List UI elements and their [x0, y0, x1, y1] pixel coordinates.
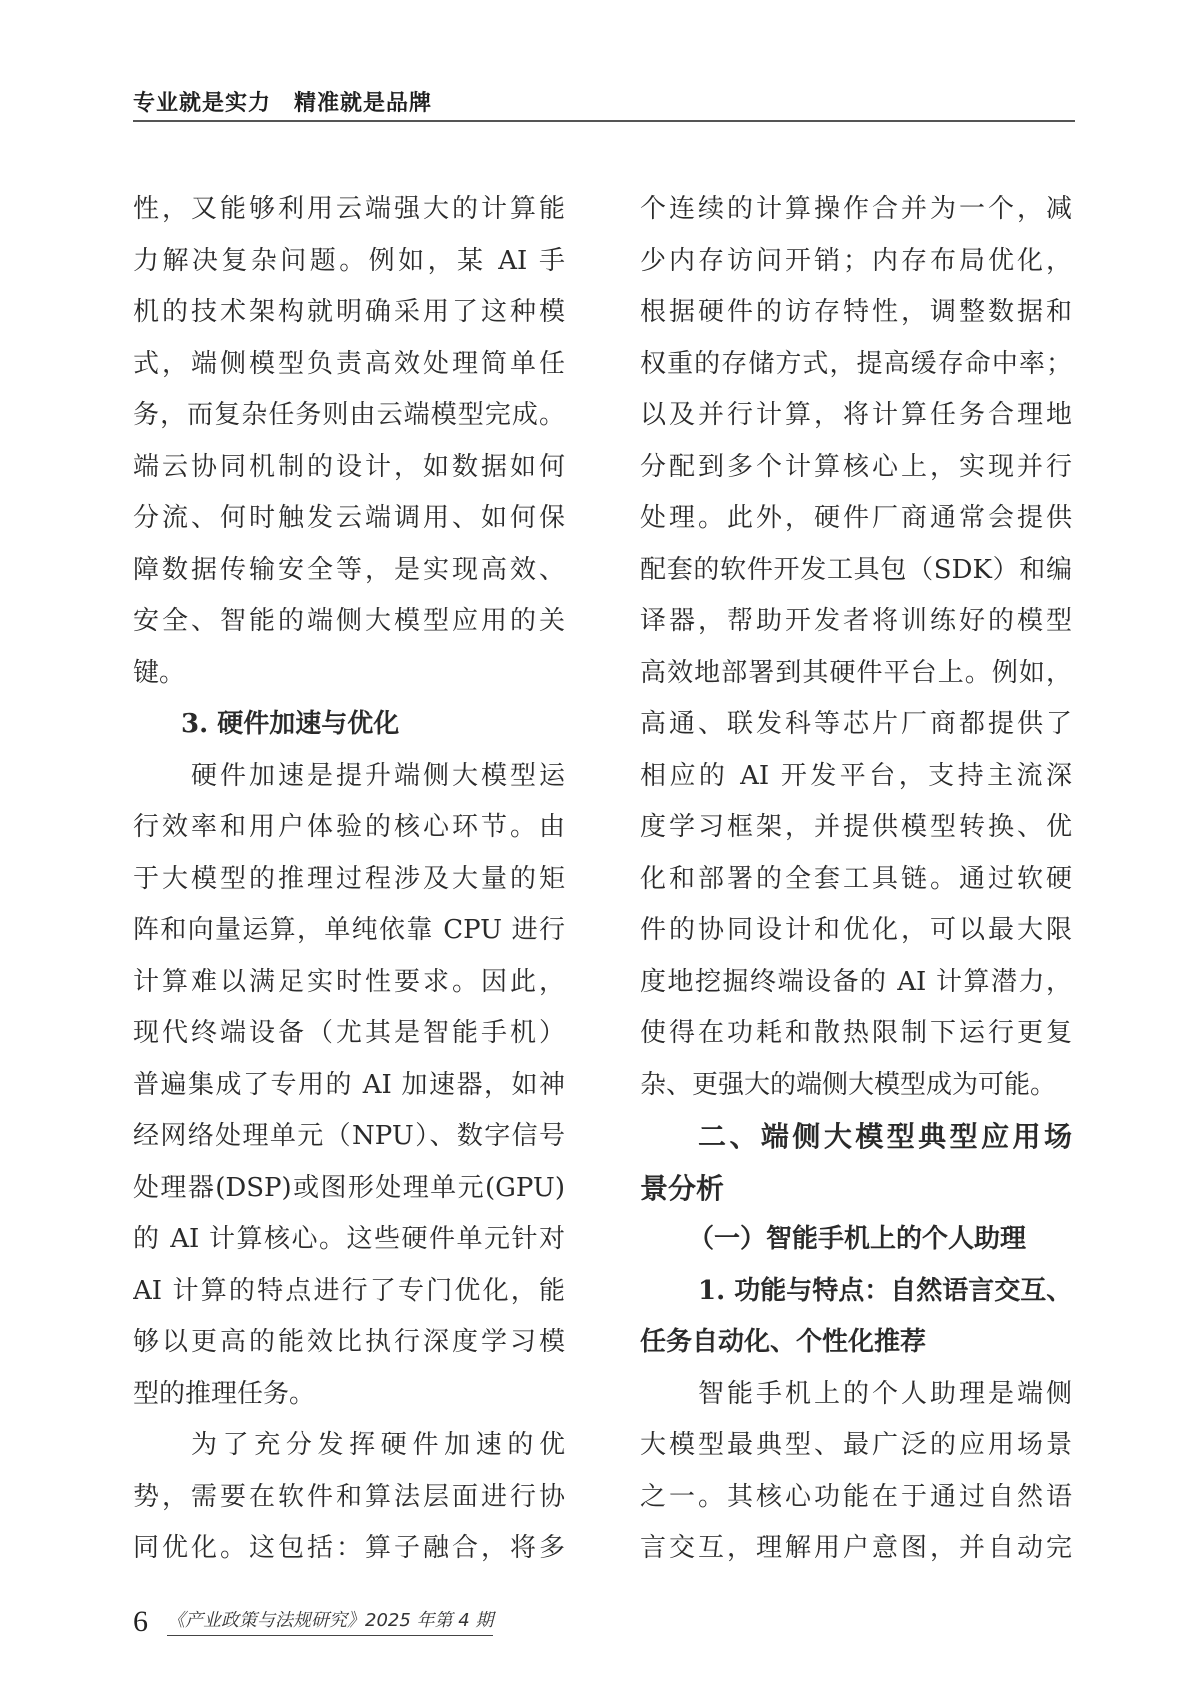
body-line: 高通、联发科等芯片厂商都提供了 [640, 709, 1072, 739]
body-line: 度学习框架，并提供模型转换、优 [640, 812, 1072, 842]
body-line: 阵和向量运算，单纯依靠 CPU 进行 [133, 915, 565, 945]
body-line: 障数据传输安全等，是实现高效、 [133, 554, 565, 585]
body-line: 译器，帮助开发者将训练好的模型 [640, 606, 1072, 636]
left-column [133, 184, 565, 1575]
body-line: 端云协同机制的设计，如数据如何 [133, 451, 565, 482]
body-line: 的 AI 计算核心。这些硬件单元针对 [133, 1224, 565, 1254]
body-line: 普遍集成了专用的 AI 加速器，如神 [133, 1069, 565, 1100]
body-line: 务，而复杂任务则由云端模型完成。 [133, 400, 565, 430]
body-line: 根据硬件的访存特性，调整数据和 [640, 297, 1072, 327]
page-number: 6 [133, 1605, 148, 1638]
body-line: 度地挖掘终端设备的 AI 计算潜力， [640, 966, 1072, 997]
body-line: 经网络处理单元（NPU）、数字信号 [133, 1121, 565, 1151]
body-line: 式，端侧模型负责高效处理简单任 [133, 348, 565, 379]
body-line: 现代终端设备（尤其是智能手机） [133, 1018, 565, 1048]
body-line: 言交互，理解用户意图，并自动完 [640, 1533, 1072, 1563]
body-line: 相应的 AI 开发平台，支持主流深 [640, 760, 1072, 791]
body-line: AI 计算的特点进行了专门优化，能 [133, 1275, 565, 1306]
body-line: 机的技术架构就明确采用了这种模 [133, 297, 565, 327]
paragraph-first-line: 硬件加速是提升端侧大模型运 [191, 760, 565, 791]
body-line: 高效地部署到其硬件平台上。例如， [640, 657, 1072, 688]
body-line: 之一。其核心功能在于通过自然语 [640, 1481, 1072, 1512]
body-line: 势，需要在软件和算法层面进行协 [133, 1481, 565, 1512]
topic-heading-cont: 任务自动化、个性化推荐 [640, 1327, 927, 1357]
body-line: 型的推理任务。 [133, 1378, 316, 1409]
body-line: 够以更高的能效比执行深度学习模 [133, 1327, 565, 1357]
body-line: 于大模型的推理过程涉及大量的矩 [133, 863, 565, 894]
body-line: 同优化。这包括：算子融合，将多 [133, 1533, 565, 1563]
body-line: 权重的存储方式，提高缓存命中率； [640, 348, 1072, 379]
chapter-heading: 二、端侧大模型典型应用场 [698, 1120, 1072, 1153]
body-line: 个连续的计算操作合并为一个，减 [640, 194, 1072, 224]
paragraph-first-line: 智能手机上的个人助理是端侧 [698, 1378, 1072, 1409]
body-line: 杂、更强大的端侧大模型成为可能。 [640, 1069, 1057, 1100]
header-rule [133, 120, 1075, 122]
body-line: 化和部署的全套工具链。通过软硬 [640, 863, 1072, 894]
body-line: 使得在功耗和散热限制下运行更复 [640, 1018, 1072, 1048]
body-line: 计算难以满足实时性要求。因此， [133, 966, 565, 997]
body-line: 少内存访问开销；内存布局优化， [640, 245, 1072, 276]
body-line: 行效率和用户体验的核心环节。由 [133, 812, 565, 842]
body-line: 分配到多个计算核心上，实现并行 [640, 451, 1072, 482]
paragraph-first-line: 为了充分发挥硬件加速的优 [191, 1430, 565, 1460]
right-column [640, 184, 1072, 1575]
body-line: 以及并行计算，将计算任务合理地 [640, 400, 1072, 430]
subsection-heading: （一）智能手机上的个人助理 [688, 1224, 1027, 1254]
body-line: 配套的软件开发工具包（SDK）和编 [640, 554, 1072, 585]
section-heading: 3. 硬件加速与优化 [181, 709, 400, 739]
body-line: 键。 [133, 657, 186, 688]
body-line: 安全、智能的端侧大模型应用的关 [133, 606, 565, 636]
body-line: 分流、何时触发云端调用、如何保 [133, 503, 565, 533]
body-line: 件的协同设计和优化，可以最大限 [640, 915, 1072, 945]
body-line: 处理。此外，硬件厂商通常会提供 [640, 503, 1072, 533]
body-line: 大模型最典型、最广泛的应用场景 [640, 1430, 1072, 1460]
body-line: 性，又能够利用云端强大的计算能 [133, 194, 565, 224]
body-line: 力解决复杂问题。例如，某 AI 手 [133, 245, 565, 276]
body-line: 处理器(DSP)或图形处理单元(GPU) [133, 1172, 565, 1203]
topic-heading: 1. 功能与特点：自然语言交互、 [698, 1275, 1072, 1306]
journal-citation: 《产业政策与法规研究》2025 年第 4 期 [167, 1606, 493, 1636]
chapter-heading-cont: 景分析 [640, 1171, 725, 1205]
running-header: 专业就是实力 精准就是品牌 [133, 91, 433, 116]
